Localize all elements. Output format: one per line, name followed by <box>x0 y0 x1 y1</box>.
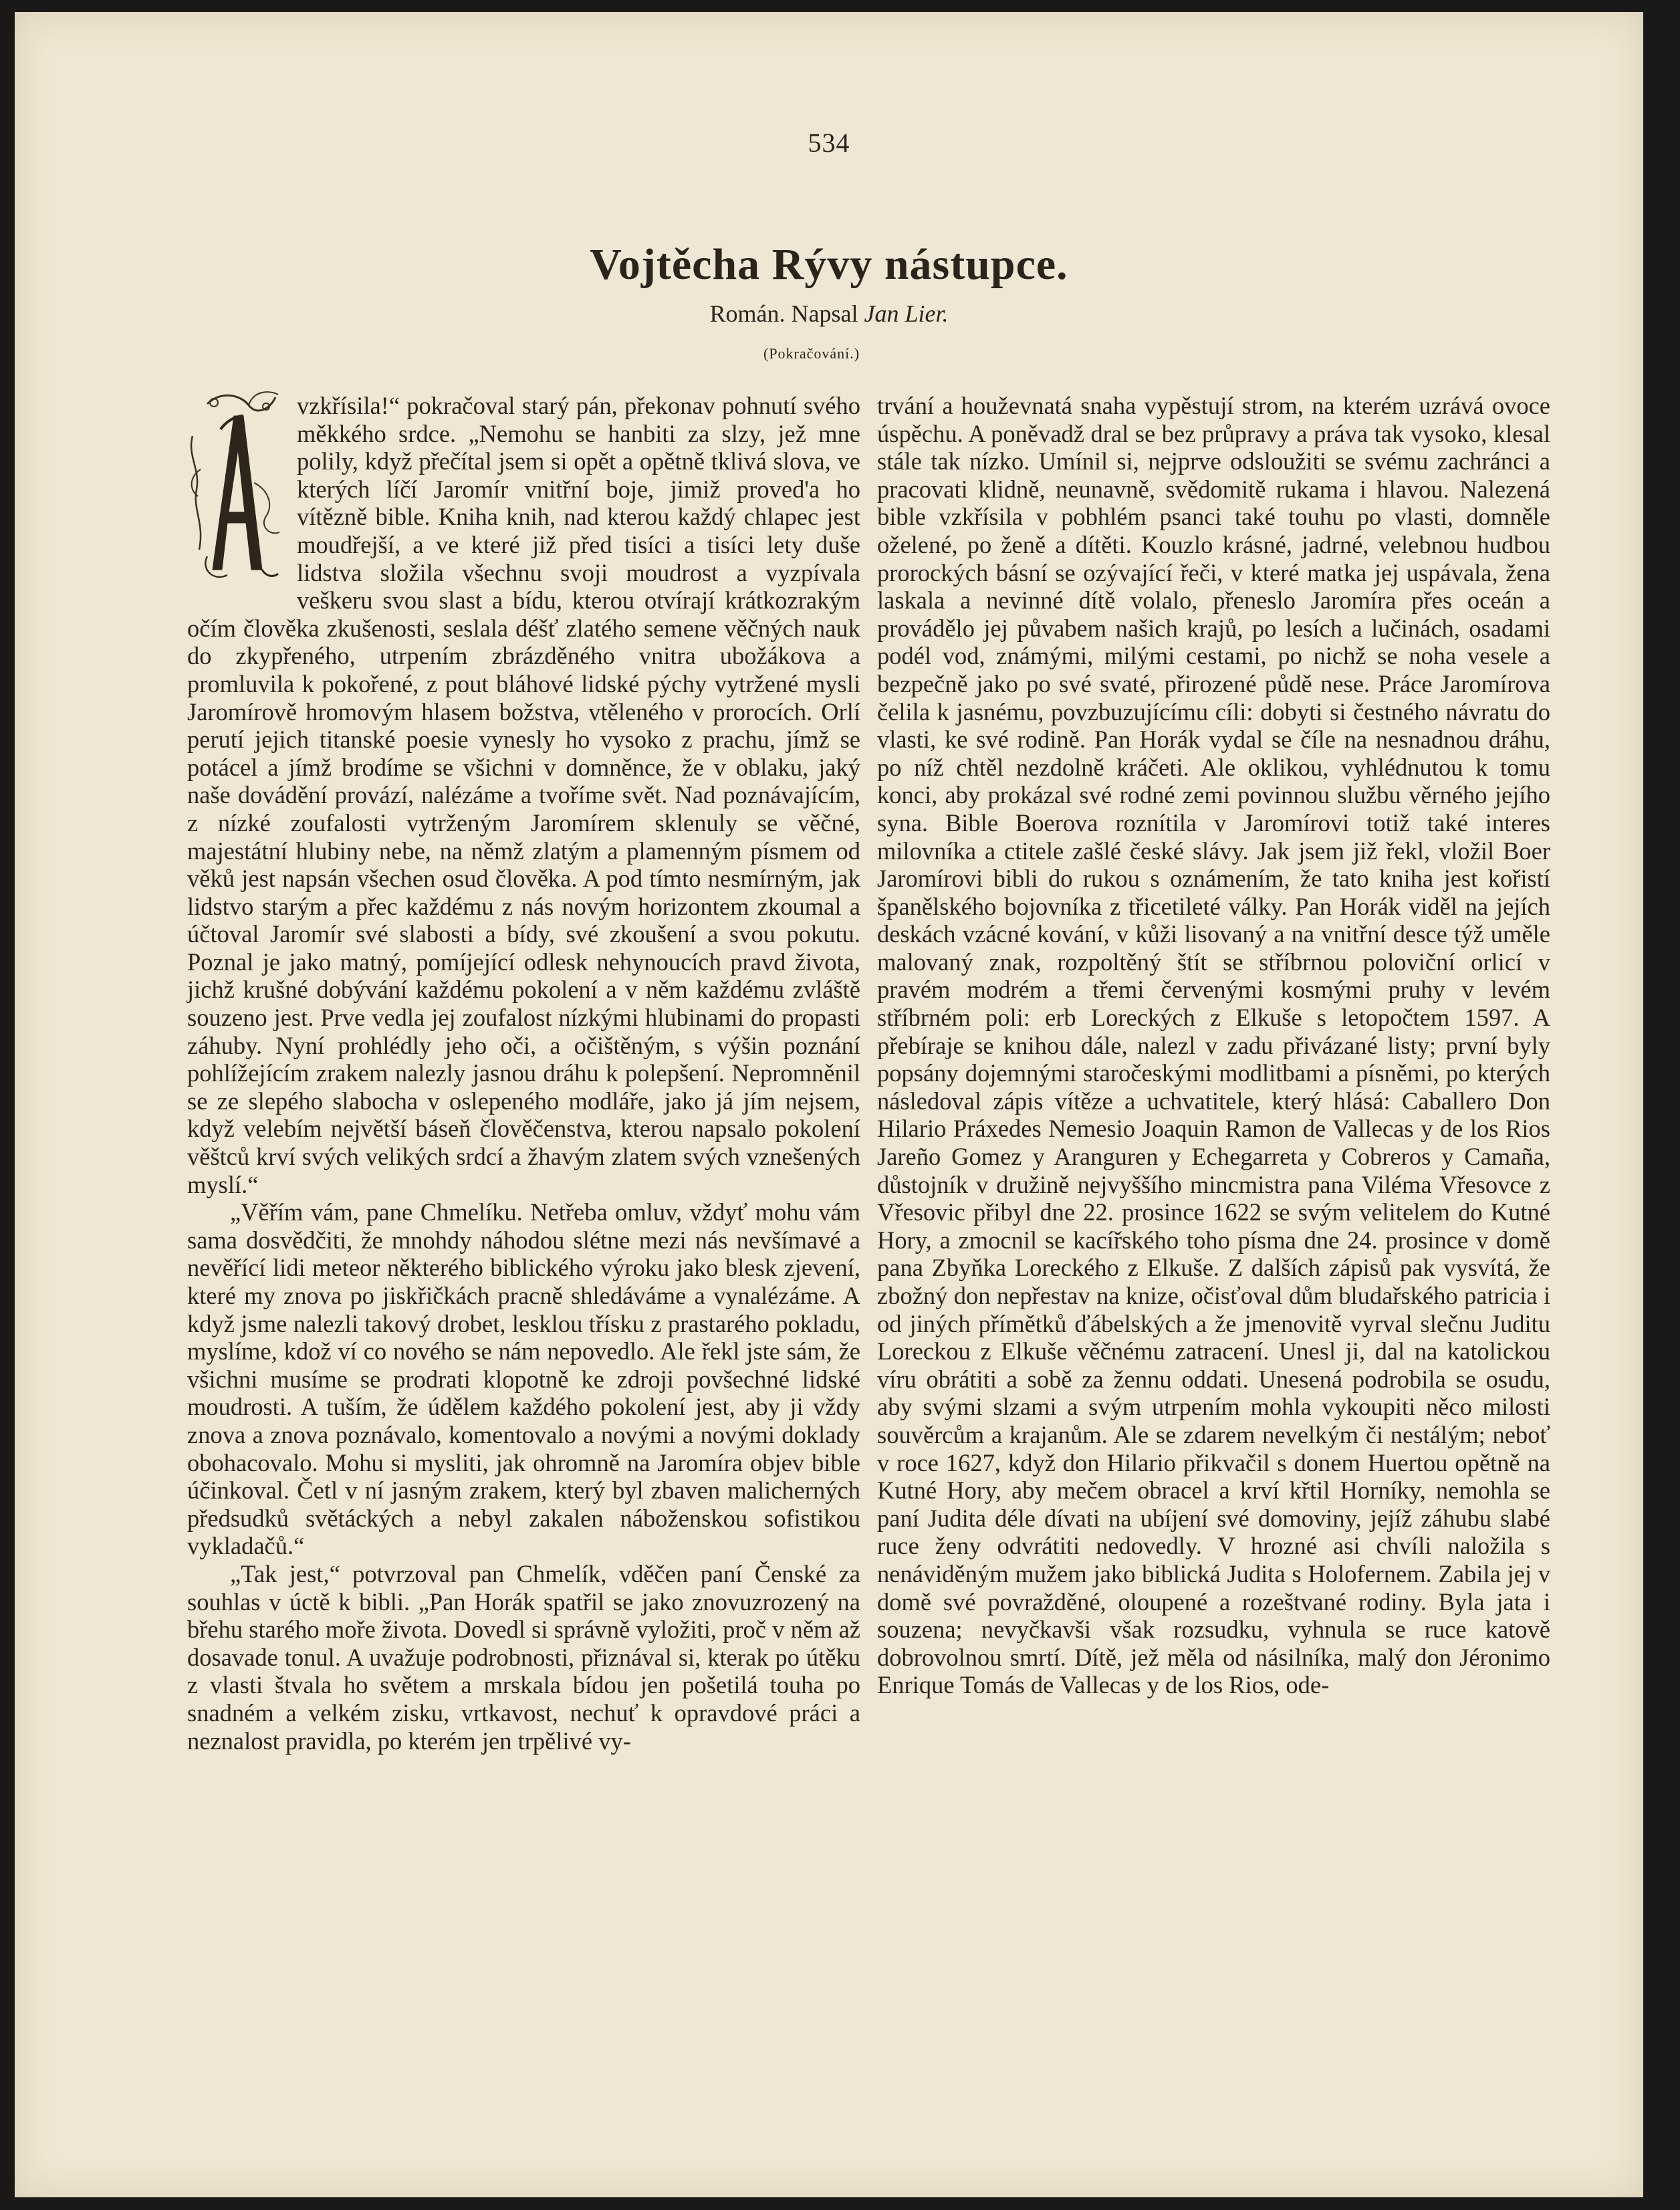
continued-label: (Pokračování.) <box>763 345 860 362</box>
chapter-title: Vojtěcha Rývy nástupce. <box>590 240 1068 289</box>
subtitle-prefix: Román. Napsal <box>709 300 858 327</box>
paragraph: vzkřísila!“ pokračoval starý pán, překonav pohnutí svého měkkého srdce. „Nemohu se hanbiti za slzy, jež mne polily, když přečítal jsem si opět a opětně tklivá slova, ve kterých líčí Jaromír vnitřní boje, jimiž proved'a ho vítězně bible. Kniha knih, nad kterou každý chlapec jest moudřejší, a ve které již před tisíci a tisíci lety duše lidstva složila všechnu svoji moudrost a vyzpívala veškeru svou slast a bídu, kterou otvírají krátkozrakým očím člověka zkušenosti, seslala déšť zlatého semene věčných nauk do zkypřeného, utrpením zbrázděného vnitra ubožákova a promluvila k pokořené, z pout bláhové lidské pýchy vytržené mysli Jaromírově hromovým hlasem božstva, vtěleného v prorocích. Orlí perutí jejich titanské poesie vynesly ho vysoko z prachu, jímž se potácel a jímž brodíme se všichni v domněnce, že v oblaku, jaký naše dovádění provází, nalézáme a tvoříme svět. Nad poznávajícím, z nízké zoufalosti vytrženým Jaromírem sklenuly se věčné, majestátní hlubiny nebe, na němž zlatým a plamenným písmem od věků jest napsán všechen osud člověka. A pod tímto nesmírným, jak lidstvo starým a přec každému z nás novým horizontem zkoumal a účtoval Jaromír své slabosti a bídy, své zkoušení a svou pokutu. Poznal je jako matný, pomíjející odlesk nehynoucích pravd života, jichž krušné dobývání každému pokolení a v něm každému zvláště souzeno jest. Prve vedla jej zoufalost nízkými hlubinami do propasti záhuby. Nyní prohlédly jeho oči, a očištěným, s výšin poznání pohlížejícím zrakem nalezly jasnou dráhu k polepšení. Nepromněnil se ze slepého slabocha v oslepeného modláře, jako já jím nejsem, když velebím největší báseň člověčenstva, kterou napsalo pokolení věštců krví svých velikých srdcí a žhavým zlatem svých vznešených myslí.“ <box>187 392 860 1198</box>
paragraph: „Tak jest,“ potvrzoval pan Chmelík, vděčen paní Čenské za souhlas v úctě k bibli. „Pan Horák spatřil se jako znovuzrozený na břehu starého moře života. Dovedl si správně vyložiti, proč v něm až dosavade tonul. A uvažuje podrobnosti, přiznával si, kterak po útěku z vlasti štvala ho světem a mrskala bídou jen pošetilá touha po snadném a velkém zisku, vrtkavost, nechuť k opravdové práci a neznalost pravidla, po kterém jen trpělivé vy- <box>187 1559 860 1755</box>
paragraph: trvání a houževnatá snaha vypěstují strom, na kterém uzrává ovoce úspěchu. A poněvadž dral se bez průpravy a práva tak vysoko, klesal stále tak nízko. Umínil si, nejprve odsloužiti se svému zachránci a pracovati klidně, neunavně, svědomitě rukama i hlavou. Nalezená bible vzkřísila v pobhlém psanci také touhu po vlasti, domněle oželené, po ženě a dítěti. Kouzlo krásné, jadrné, velebnou hudbou prorockých básní se ozývající řeči, v které matka jej uspávala, žena laskala a nevinné dítě volalo, přeneslo Jaromíra přes oceán a provádělo jej půvabem našich krajů, po lesích a lučinách, osadami podél vod, známými, milými cestami, po nichž se noha vesele a bezpečně jako po své svaté, přirozené půdě nese. Práce Jaromírova čelila k jasnému, povzbuzujícímu cíli: dobyti si čestného návratu do vlasti, ke své rodině. Pan Horák vydal se číle na nesnadnou dráhu, po níž chtěl nezdolně kráčeti. Ale oklikou, vyhlédnutou k tomu konci, aby prokázal své rodné zemi povinnou službu věrného jejího syna. Bible Boerova roznítila v Jaromírovi totiž také interes milovníka a ctitele zašlé české slávy. Jak jsem již řekl, vložil Boer Jaromírovi bibli do rukou s oznámením, že tato kniha jest kořistí španělského bojovníka z třicetileté války. Pan Horák viděl na jejích deskách vzácné kování, v kůži lisovaný a na vnitřní desce týž uměle malovaný znak, rozpoltěný štít se stříbrnou poloviční orlicí v pravém modrém a třemi červenými kosmými pruhy v levém stříbrném poli: erb Loreckých z Elkuše s letopočtem 1597. A přebíraje se knihou dále, nalezl v zadu přivázané listy; první byly popsány dojemnými staročeskými modlitbami a písněmi, po kterých následoval zápis vítěze a uchvatitele, který hlásá: Caballero Don Hilario Práxedes Nemesio Joaquin Ramon de Vallecas y de los Rios Jareño Gomez y Aranguren y Echegarreta y Cobreros y Camaña, důstojník v družině nejvyššího mincmistra pana Viléma Vřesovce z Vřesovic přibyl dne 22. prosince 1622 se svým velitelem do Kutné Hory, a zmocnil se kacířského toho písma dne 24. prosince v domě pana Zbyňka Loreckého z Elkuše. Z dalších zápisů pak vysvítá, že zbožný don nepřestav na knize, očisťoval dům bludařského patricia i od jiných přímětků ďábelských a že jmenovitě vyrval slečnu Juditu Loreckou z Elkuše věčnému zatracení. Unesl ji, dal na katolickou víru obrátiti a sobě za žennu oddati. Unesená podrobila se osudu, aby svými slzami a svým utrpením mohla vykoupiti něco milosti souvěrcům a krajanům. Ale se zdarem nevelkým či nestálým; neboť v roce 1627, když don Hilario přikvačil s donem Huertou opětně na Kutné Hory, aby mečem obracel a krví křtil Horníky, nemohla se paní Judita déle dívati na ubíjení své domoviny, jejíž záhubu slabé ruce ženy odvrátiti nedovedly. V hrozné asi chvíli naložila s nenáviděným mužem jako biblická Judita s Holofernem. Zabila jej v domě své povražděné, oloupené a rozeštvané rodiny. Byla jata i souzena; nevyčkavši však rozsudku, vyhnula se ruce katově dobrovolnou smrtí. Dítě, jež měla od násilníka, malý don Jéronimo Enrique Tomás de Vallecas y de los Rios, ode- <box>877 392 1550 1699</box>
author-name: Jan Lier. <box>864 300 949 327</box>
decorative-initial-a-icon <box>187 389 282 584</box>
page-number: 534 <box>808 128 850 158</box>
right-column <box>877 392 1550 1699</box>
subtitle <box>15 300 1643 328</box>
paragraph: „Věřím vám, pane Chmelíku. Netřeba omluv, vždyť mohu vám sama dosvědčiti, že mnohdy náhodou slétne mezi nás nevšímavé a nevěřící lidi meteor některého biblického výroku jako blesk zjevení, které my znova po jiskřičkách pracně shledáváme a vynalézáme. A když jsme nalezli takový drobet, lesklou třísku z prastarého pokladu, myslíme, kdož ví co nového se nám nepovedlo. Ale řekl jste sám, že všichni musíme se prodrati klopotně ke zdroji povšechné lidské moudrosti. A tuším, že údělem každého pokolení jest, aby ji vždy znova a znova poznávalo, komentovalo a novými a novými doklady obohacovalo. Mohu si mysliti, jak ohromně na Jaromíra objev bible účinkoval. Četl v ní jasným zrakem, který byl zbaven malicherných předsudků světáckých a nebyl zakalen náboženskou sofistikou vykladačů.“ <box>187 1198 860 1560</box>
book-page <box>15 12 1643 2197</box>
left-column <box>187 392 860 1755</box>
